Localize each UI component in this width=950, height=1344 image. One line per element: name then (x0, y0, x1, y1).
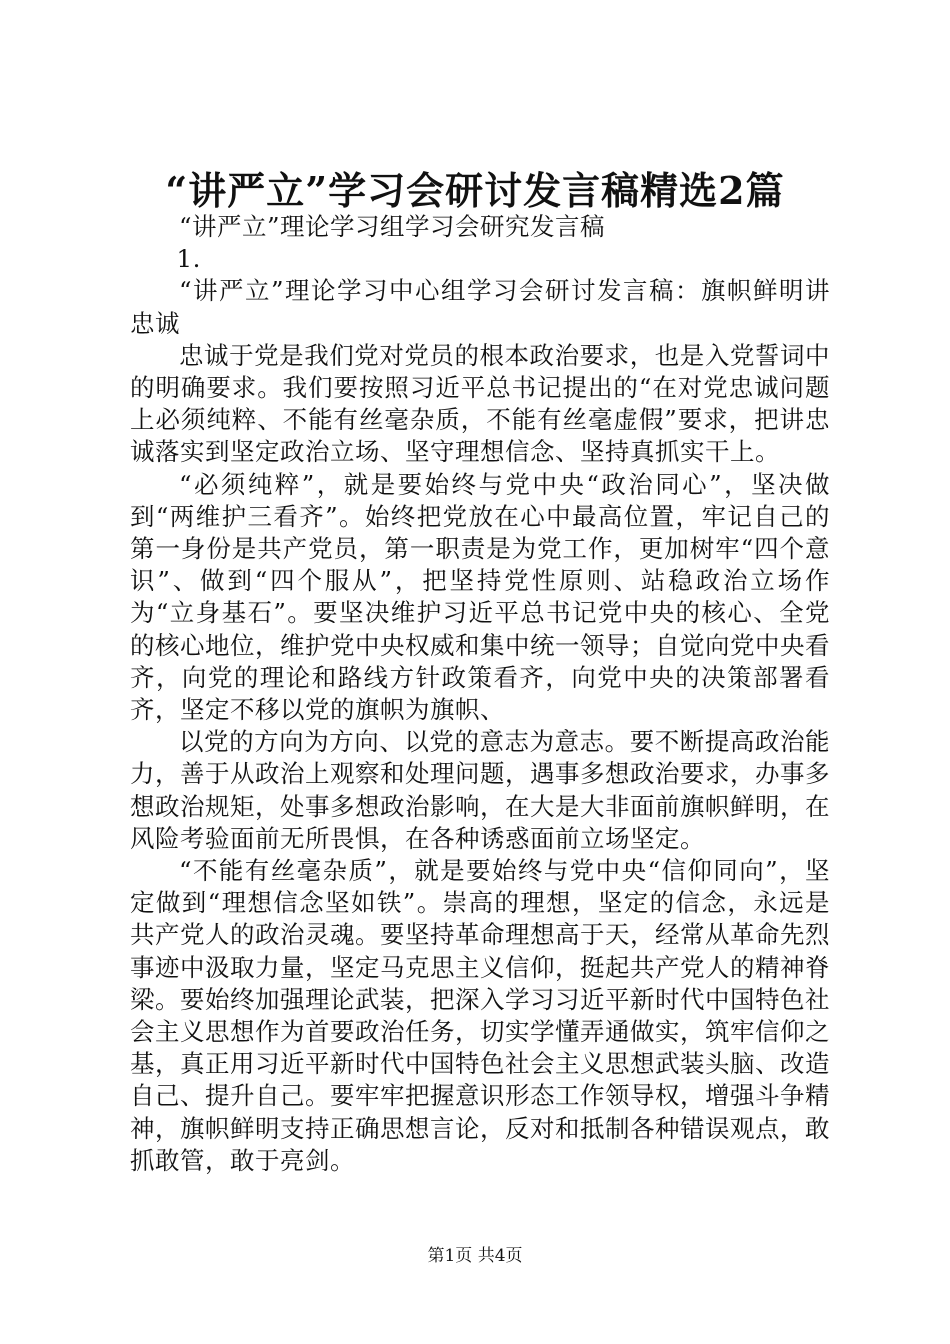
document-body (130, 211, 830, 1177)
subtitle-paragraph: “讲严立”理论学习组学习会研究发言稿 (179, 212, 606, 241)
body-paragraph: 忠诚于党是我们党对党员的根本政治要求，也是入党誓词中的明确要求。我们要按照习近平总书记提出的“在对党忠诚问题上必须纯粹、不能有丝毫杂质，不能有丝毫虚假”要求，把讲忠诚落实到坚定政治立场、坚守理想信念、坚持真抓实干上。 (130, 340, 830, 467)
document-title: “讲严立”学习会研讨发言稿精选2篇 (165, 168, 785, 213)
body-paragraph: “不能有丝毫杂质”，就是要始终与党中央“信仰同向”，坚定做到“理想信念坚如铁”。崇高的理想，坚定的信念，永远是共产党人的政治灵魂。要坚持革命理想高于天，经常从革命先烈事迹中汲取力量，坚定马克思主义信仰，挺起共产党人的精神脊梁。要始终加强理论武装，把深入学习习近平新时代中国特色社会主义思想作为首要政治任务，切实学懂弄通做实，筑牢信仰之基，真正用习近平新时代中国特色社会主义思想武装头脑、改造自己、提升自己。要牢牢把握意识形态工作领导权，增强斗争精神，旗帜鲜明支持正确思想言论，反对和抵制各种错误观点，敢抓敢管，敢于亮剑。 (130, 856, 830, 1175)
section-number: 1. (176, 244, 201, 274)
page-footer: 第1页 共4页 (427, 1246, 523, 1266)
section-heading: “讲严立”理论学习中心组学习会研讨发言稿：旗帜鲜明讲忠诚 (130, 276, 830, 338)
body-paragraph: 以党的方向为方向、以党的意志为意志。要不断提高政治能力，善于从政治上观察和处理问题，遇事多想政治要求，办事多想政治规矩，处事多想政治影响，在大是大非面前旗帜鲜明，在风险考验面前无所畏惧，在各种诱惑面前立场坚定。 (130, 727, 830, 853)
body-paragraph: “必须纯粹”，就是要始终与党中央“政治同心”，坚决做到“两维护三看齐”。始终把党放在心中最高位置，牢记自己的第一身份是共产党员，第一职责是为党工作，更加树牢“四个意识”、做到“四个服从”，把坚持党性原则、站稳政治立场作为“立身基石”。要坚决维护习近平总书记党中央的核心、全党的核心地位，维护党中央权威和集中统一领导；自觉向党中央看齐，向党的理论和路线方针政策看齐，向党中央的决策部署看齐，坚定不移以党的旗帜为旗帜、 (130, 469, 830, 725)
